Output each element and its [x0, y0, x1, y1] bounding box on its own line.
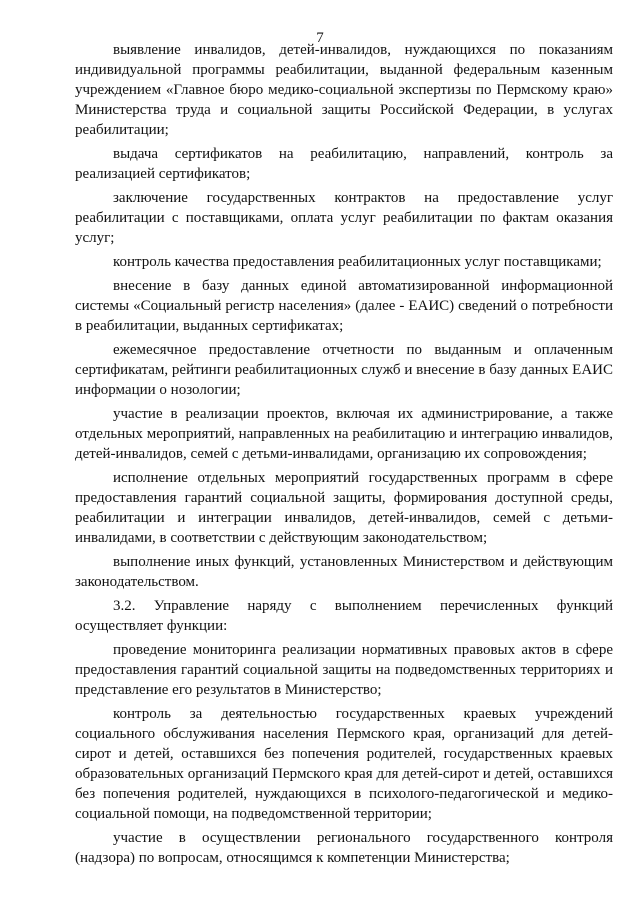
paragraph: выдача сертификатов на реабилитацию, направлений, контроль за реализацией сертификатов;: [75, 146, 613, 182]
body-text: [75, 40, 613, 872]
section-paragraph-3-2: 3.2. Управление наряду с выполнением перечисленных функций осуществляет функции:: [75, 598, 613, 634]
paragraph: участие в реализации проектов, включая их администрирование, а также отдельных мероприятий, направленных на реабилитацию и интеграцию инвалидов, детей-инвалидов, семей с детьми-инвалидами, организацию их сопровождения;: [75, 406, 613, 462]
paragraph: проведение мониторинга реализации нормативных правовых актов в сфере предоставления гарантий социальной защиты на подведомственных территориях и представление его результатов в Министерство;: [75, 642, 613, 698]
paragraph: исполнение отдельных мероприятий государственных программ в сфере предоставления гарантий социальной защиты, формирования доступной среды, реабилитации и интеграции инвалидов, детей-инвалидов, семей с детьми-инвалидами, в соответствии с действующим законодательством;: [75, 470, 613, 546]
paragraph: выполнение иных функций, установленных Министерством и действующим законодательством.: [75, 554, 613, 590]
paragraph: контроль за деятельностью государственных краевых учреждений социального обслуживания населения Пермского края, организаций для детей-сирот и детей, оставшихся без попечения родителей, государственных краевых образовательных организаций Пермского края для детей-сирот и детей, оставшихся без попечения родителей, нуждающихся в психолого-педагогической и медико-социальной помощи, на подведомственной территории;: [75, 706, 613, 822]
page-number: 7: [316, 30, 324, 46]
paragraph: заключение государственных контрактов на предоставление услуг реабилитации с поставщиками, оплата услуг реабилитации по фактам оказания услуг;: [75, 190, 613, 246]
paragraph: ежемесячное предоставление отчетности по выданным и оплаченным сертификатам, рейтинги реабилитационных служб и внесение в базу данных ЕАИС информации о нозологии;: [75, 342, 613, 398]
paragraph: участие в осуществлении регионального государственного контроля (надзора) по вопросам, относящимся к компетенции Министерства;: [75, 830, 613, 866]
paragraph: контроль качества предоставления реабилитационных услуг поставщиками;: [113, 254, 602, 270]
paragraph: внесение в базу данных единой автоматизированной информационной системы «Социальный регистр населения» (далее - ЕАИС) сведений о потребности в реабилитации, выданных сертификатах;: [75, 278, 613, 334]
paragraph: выявление инвалидов, детей-инвалидов, нуждающихся по показаниям индивидуальной программы реабилитации, выданной федеральным казенным учреждением «Главное бюро медико-социальной экспертизы по Пермскому краю» Министерства труда и социальной защиты Российской Федерации, в услугах реабилитации;: [75, 42, 613, 138]
